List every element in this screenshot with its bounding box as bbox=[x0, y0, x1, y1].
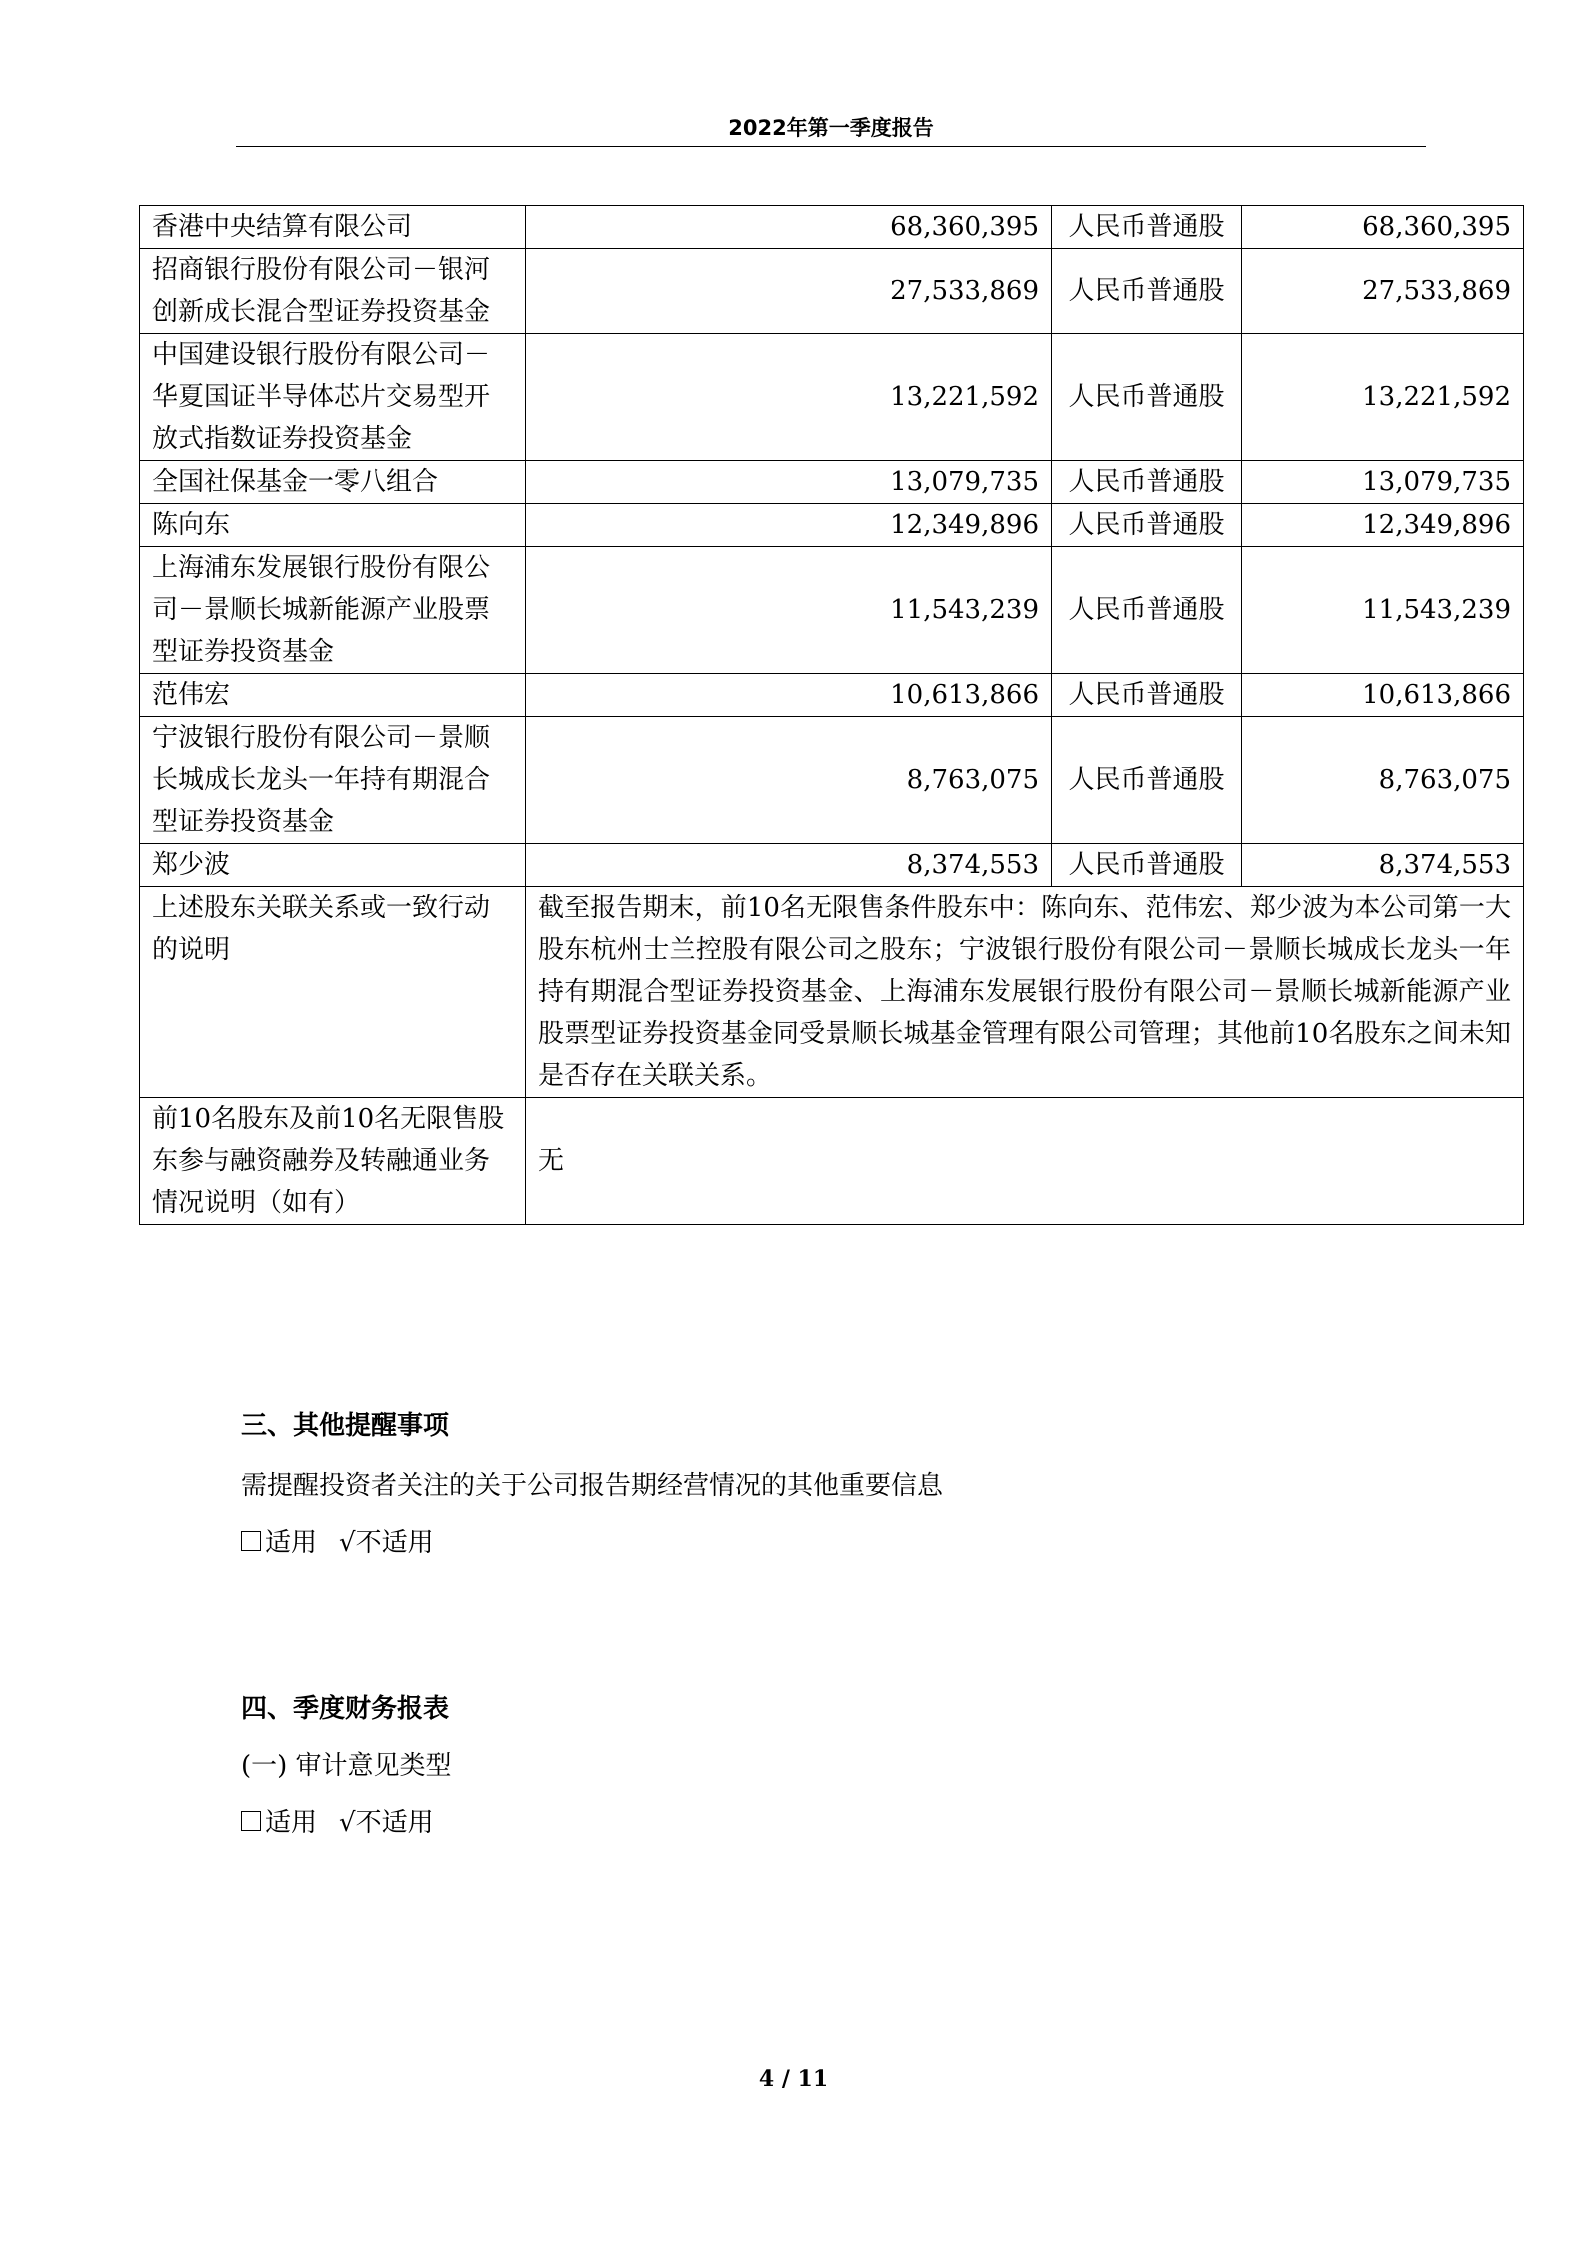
share-count: 10,613,866 bbox=[1242, 674, 1524, 717]
share-count: 8,374,553 bbox=[1242, 844, 1524, 887]
share-type: 人民币普通股 bbox=[1052, 674, 1242, 717]
relation-text: 截至报告期末，前10名无限售条件股东中：陈向东、范伟宏、郑少波为本公司第一大股东杭州士兰控股有限公司之股东；宁波银行股份有限公司－景顺长城成长龙头一年持有期混合型证券投资基金、上海浦东发展银行股份有限公司－景顺长城新能源产业股票型证券投资基金同受景顺长城基金管理有限公司管理；其他前10名股东之间未知是否存在关联关系。 bbox=[526, 887, 1524, 1098]
section3-options bbox=[241, 1522, 434, 1559]
section4-options bbox=[241, 1802, 434, 1839]
page-header-title: 2022年第一季度报告 bbox=[728, 116, 934, 140]
holder-name: 全国社保基金一零八组合 bbox=[140, 461, 526, 504]
table-row bbox=[140, 206, 1524, 249]
share-count: 12,349,896 bbox=[1242, 504, 1524, 547]
option-not-applicable-label: √不适用 bbox=[339, 1528, 434, 1558]
margin-label: 前10名股东及前10名无限售股东参与融资融券及转融通业务情况说明（如有） bbox=[140, 1098, 526, 1225]
option-applicable-label: 适用 bbox=[265, 1528, 318, 1558]
option-not-applicable-label: √不适用 bbox=[339, 1808, 434, 1838]
section4-subtitle: (一) 审计意见类型 bbox=[241, 1751, 452, 1781]
shareholders-table bbox=[139, 205, 1524, 1225]
holder-shares: 10,613,866 bbox=[526, 674, 1052, 717]
table-row bbox=[140, 504, 1524, 547]
share-count: 68,360,395 bbox=[1242, 206, 1524, 249]
holder-shares: 12,349,896 bbox=[526, 504, 1052, 547]
share-type: 人民币普通股 bbox=[1052, 461, 1242, 504]
share-type: 人民币普通股 bbox=[1052, 249, 1242, 334]
share-count: 13,221,592 bbox=[1242, 334, 1524, 461]
share-count: 11,543,239 bbox=[1242, 547, 1524, 674]
table-row bbox=[140, 674, 1524, 717]
margin-text: 无 bbox=[526, 1098, 1524, 1225]
share-type: 人民币普通股 bbox=[1052, 547, 1242, 674]
holder-shares: 27,533,869 bbox=[526, 249, 1052, 334]
share-type: 人民币普通股 bbox=[1052, 334, 1242, 461]
holder-name: 宁波银行股份有限公司－景顺长城成长龙头一年持有期混合型证券投资基金 bbox=[140, 717, 526, 844]
header-rule bbox=[236, 146, 1426, 147]
holder-name: 香港中央结算有限公司 bbox=[140, 206, 526, 249]
checkbox-applicable[interactable] bbox=[241, 1811, 261, 1831]
share-type: 人民币普通股 bbox=[1052, 504, 1242, 547]
option-applicable-label: 适用 bbox=[265, 1808, 318, 1838]
section4-title: 四、季度财务报表 bbox=[241, 1694, 450, 1724]
table-row bbox=[140, 547, 1524, 674]
checkbox-applicable[interactable] bbox=[241, 1531, 261, 1551]
share-type: 人民币普通股 bbox=[1052, 206, 1242, 249]
holder-shares: 68,360,395 bbox=[526, 206, 1052, 249]
holder-shares: 13,221,592 bbox=[526, 334, 1052, 461]
table-row bbox=[140, 334, 1524, 461]
share-count: 8,763,075 bbox=[1242, 717, 1524, 844]
margin-row bbox=[140, 1098, 1524, 1225]
holder-name: 中国建设银行股份有限公司－华夏国证半导体芯片交易型开放式指数证券投资基金 bbox=[140, 334, 526, 461]
holder-name: 陈向东 bbox=[140, 504, 526, 547]
holder-shares: 11,543,239 bbox=[526, 547, 1052, 674]
table-row bbox=[140, 844, 1524, 887]
holder-shares: 13,079,735 bbox=[526, 461, 1052, 504]
relation-row bbox=[140, 887, 1524, 1098]
holder-name: 上海浦东发展银行股份有限公司－景顺长城新能源产业股票型证券投资基金 bbox=[140, 547, 526, 674]
holder-name: 郑少波 bbox=[140, 844, 526, 887]
table-row bbox=[140, 461, 1524, 504]
table-row bbox=[140, 717, 1524, 844]
holder-shares: 8,374,553 bbox=[526, 844, 1052, 887]
share-count: 27,533,869 bbox=[1242, 249, 1524, 334]
share-count: 13,079,735 bbox=[1242, 461, 1524, 504]
relation-label: 上述股东关联关系或一致行动的说明 bbox=[140, 887, 526, 1098]
section3-title: 三、其他提醒事项 bbox=[241, 1411, 450, 1441]
page-number: 4 / 11 bbox=[758, 2066, 829, 2092]
holder-shares: 8,763,075 bbox=[526, 717, 1052, 844]
holder-name: 招商银行股份有限公司－银河创新成长混合型证券投资基金 bbox=[140, 249, 526, 334]
table-row bbox=[140, 249, 1524, 334]
share-type: 人民币普通股 bbox=[1052, 717, 1242, 844]
holder-name: 范伟宏 bbox=[140, 674, 526, 717]
section3-description: 需提醒投资者关注的关于公司报告期经营情况的其他重要信息 bbox=[241, 1471, 944, 1501]
share-type: 人民币普通股 bbox=[1052, 844, 1242, 887]
